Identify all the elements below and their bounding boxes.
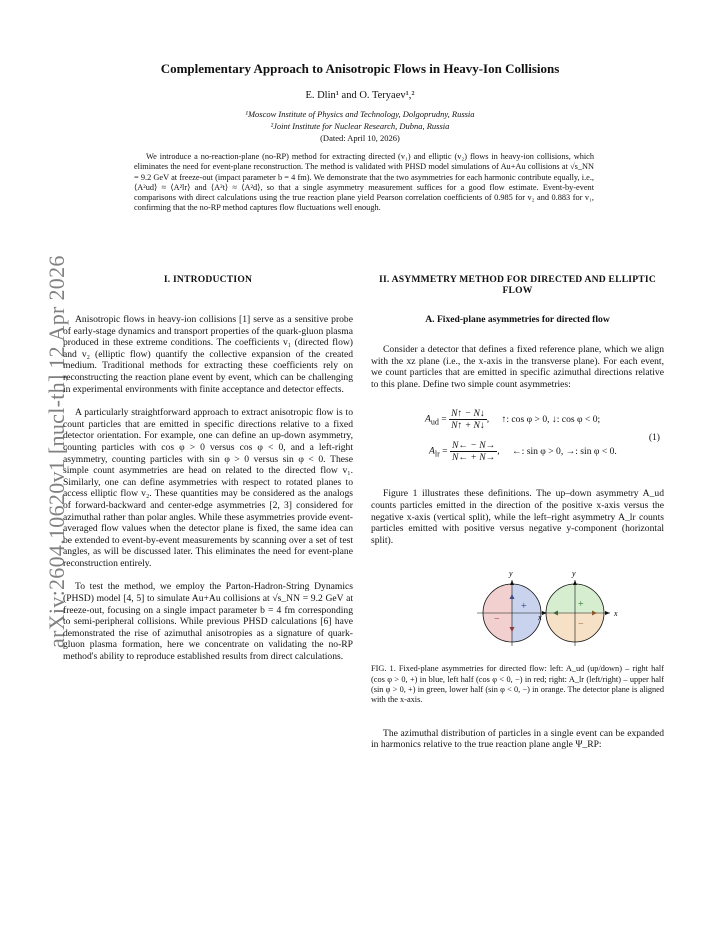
fig-right-lr-diagram [541,569,618,646]
intro-paragraph-2: A particularly straightforward approach to extract anisotropic flow is to count particles that are emitted in specific directions relative to a fixed detector orientation. For example, one can define an up-down asymmetry, counting particles with cos φ > 0 versus cos φ < 0, and a left-right asymmetry, counting particles with sin φ > 0 versus sin φ < 0. These simple count asymmetries are head on related to the directed flow v₁. Similarly, one can define asymmetries with respect to rotated planes to access elliptic flow v₂. These quantities may be considered as the analogs of forward-backward and center-edge asymmetries [2, 3] considered for azimuthal rather than polar angles. While these asymmetries provide event-averaged flow values when the detector plane is fixed, the same idea can be extended to event-by-event measurements by scanning over a set of test angles, as will be discussed later. This eliminates the need for event-plane reconstruction entirely. [63,407,353,569]
a-lr-condition: ←: sin φ > 0, →: sin φ < 0. [512,446,617,458]
section-title-asymmetry: II. ASYMMETRY METHOD FOR DIRECTED AND ELLIPTIC FLOW [379,274,656,296]
a-lr-fraction [450,440,497,463]
arxiv-identifier: arXiv:2604.10620v1 [nucl-th] 12 Apr 2026 [44,255,69,648]
a-ud-condition: ↑: cos φ > 0, ↓: cos φ < 0; [501,414,601,426]
fig-right-x-label: x [614,609,618,619]
affiliation-2: ²Joint Institute for Nuclear Research, Dubna, Russia [270,121,450,131]
fig-left-x-label: x [538,613,542,623]
fig-left-minus: − [494,614,500,626]
a-lr-subscript: lr [434,449,440,459]
subsection-title-fixed-plane: A. Fixed-plane asymmetries for directed flow [425,314,610,325]
a-ud-subscript: ud [430,417,439,427]
fig-left-ud-diagram [477,569,547,646]
paper-title: Complementary Approach to Anisotropic Flows in Heavy-Ion Collisions [160,61,560,76]
a-lr-denominator: N← + N→ [451,452,496,464]
abstract: We introduce a no-reaction-plane (no-RP) method for extracting directed (v₁) and elliptic (v₂) flows in heavy-ion collisions, which eliminates the need for event-plane reconstruction. The method is validated with PHSD model simulations of Au+Au collisions at √s_NN = 9.2 GeV at freeze-out (impact parameter b = 4 fm). We demonstrate that the two asymmetries for each harmonic contribute equally, i.e., ⟨A²ud⟩ ≈ ⟨A²lr⟩ and ⟨A²t⟩ ≈ ⟨A²d⟩, so that a single asymmetry measurement suffices for a good flow estimate. Event-by-event comparisons with direct calculations using the true reaction plane yield Pearson correlation coefficients of 0.985 for v₂ and 0.883 for v₁, confirming that the no-RP method captures flow fluctuations well enough. [134,152,594,213]
fig-left-plus: + [521,601,527,613]
intro-paragraph-3: To test the method, we employ the Parton-Hadron-String Dynamics (PHSD) model [4, 5] to simulate Au+Au collisions at √s_NN = 9.2 GeV at freeze-out, focusing on a single impact parameter b = 4 fm corresponding to semi-peripheral collisions. While previous PHSD calculations [6] have demonstrated the rise of azimuthal anisotropies as a signature of quark-gluon plasma formation, here we concentrate on validating the no-RP method's ability to reproduce established results from direct calculations. [63,581,353,663]
a-ud-denominator: N↑ + N↓ [451,420,485,432]
fig-right-plus: + [578,599,584,611]
right-column [371,274,664,751]
intro-paragraph-1: Anisotropic flows in heavy-ion collisions [1] serve as a sensitive probe of early-stage dynamics and transport properties of the quark-gluon plasma produced in these extreme conditions. The coefficients v₁ (directed flow) and v₂ (elliptic flow) quantify the collective expansion of the created medium. Traditional methods for extracting these coefficients rely on reconstructing the reaction plane event by event, which can be challenging in experimental environments with finite acceptance and detector effects. [63,314,353,395]
asymmetry-paragraph-1: Consider a detector that defines a fixed reference plane, which we align with the xz plane (i.e., the x-axis in the transverse plane). For each event, we count particles that are emitted in specific azimuthal directions relative to this plane. Define two simple count asymmetries: [371,344,664,390]
paper-date: (Dated: April 10, 2026) [320,133,400,143]
a-ud-fraction [449,408,487,431]
a-ud-symbol: A [425,414,431,426]
fig-right-y-label: y [572,569,576,579]
section-title-introduction: I. INTRODUCTION [163,274,253,285]
affiliation-1: ¹Moscow Institute of Physics and Technology, Dolgoprudny, Russia [245,109,475,119]
figure-1-diagram [371,554,664,650]
asymmetry-paragraph-2: Figure 1 illustrates these definitions. The up–down asymmetry A_ud counts particles emitted in the direction of the positive x-axis versus the negative x-axis (vertical split), while the left–right asymmetry A_lr counts particles emitted with positive versus negative y-component (horizontal split). [371,488,664,546]
left-column [63,274,353,663]
a-lr-symbol: A [429,446,435,458]
a-lr-numerator: N← − N→ [451,440,496,452]
figure-1 [371,554,664,650]
figure-1-caption: FIG. 1. Fixed-plane asymmetries for directed flow: left: A_ud (up/down) – right half (cos φ > 0, +) in blue, left half (cos φ < 0, −) in red; right: A_lr (left/right) – upper half (sin φ > 0, +) in green, lower half (sin φ < 0, −) in orange. The detector plane is aligned with the x-axis. [371,664,664,705]
fig-right-minus: − [578,619,584,631]
arxiv-sidebar-stamp [6,255,69,658]
fig-right-y-arrow [573,580,577,585]
fig-right-x-arrow [605,611,610,615]
equation-a-ud: $A_{ud}$ = $\frac{N↑ - N↓}{N↑ + N↓}$ , ↑: cos φ > 0, ↓: cos φ < 0; [425,408,601,432]
equation-a-lr: $A_{lr}$ = $\frac{N\leftarrow - N\to}{N\leftarrow + N\to}$ , ←: sin φ > 0, →: sin φ < 0. [429,440,617,464]
a-ud-numerator: N↑ − N↓ [451,408,485,420]
fig-left-y-label: y [509,569,513,579]
equation-1 [371,402,664,474]
paper-authors: E. Dlin¹ and O. Teryaev¹,² [305,90,415,101]
asymmetry-paragraph-3: The azimuthal distribution of particles in a single event can be expanded in harmonics relative to the true reaction plane angle Ψ_RP: [371,727,664,751]
fig-left-y-arrow [510,580,514,585]
equation-number: (1) [648,432,660,444]
